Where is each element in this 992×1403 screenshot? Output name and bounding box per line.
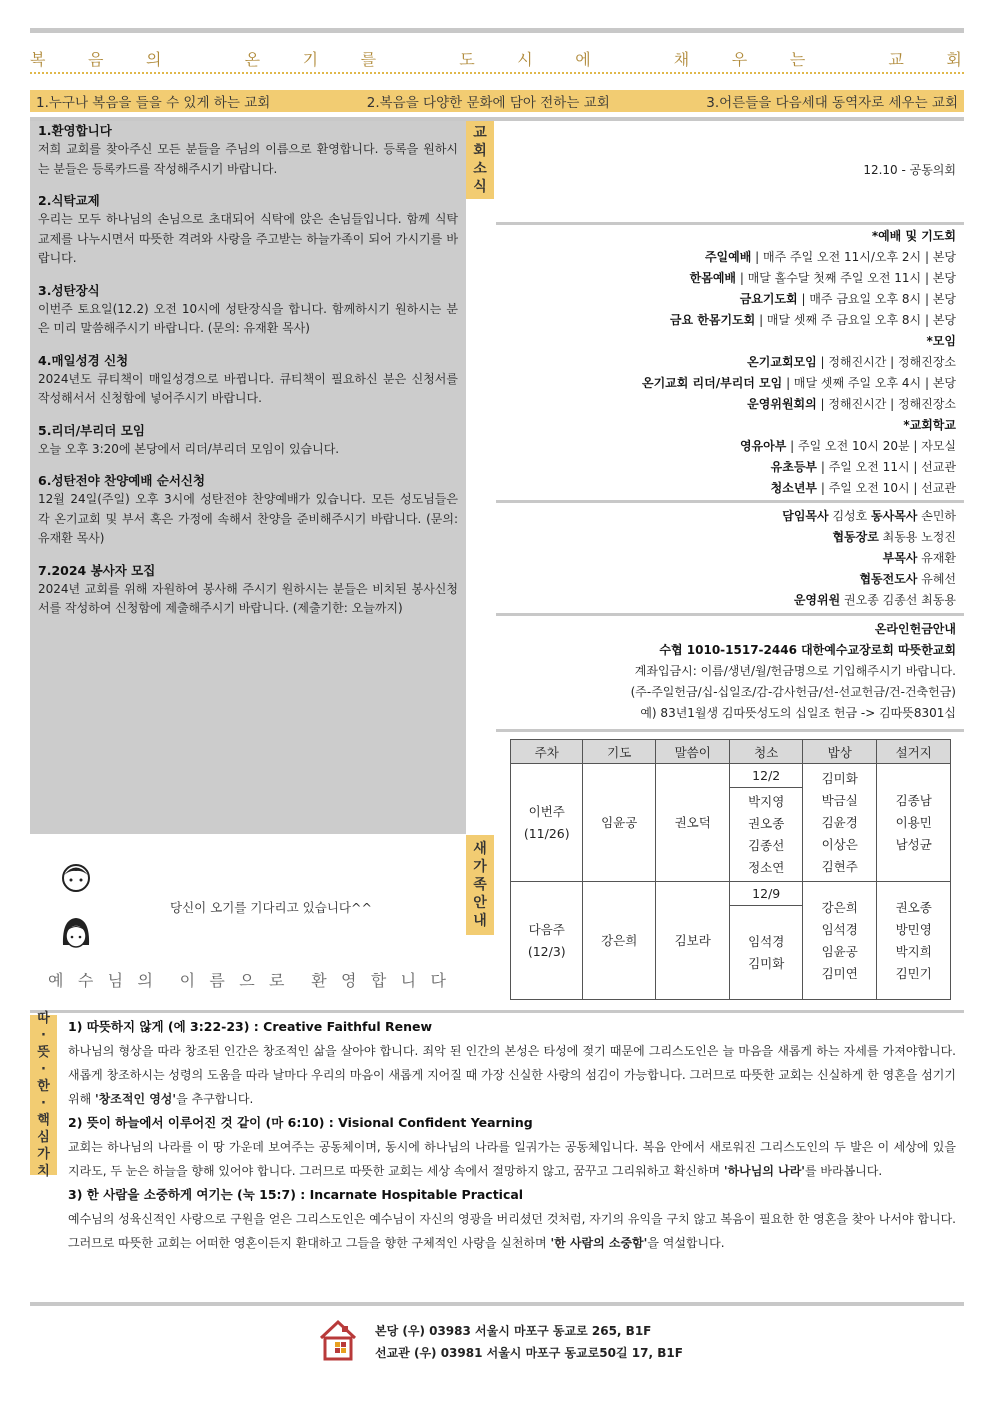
worship-detail: | 주일 오전 10시 20분 | 자모실 [786, 439, 956, 453]
news-title: 4.매일성경 신청 [38, 352, 129, 368]
worship-name: 금요 한몸기도회 [669, 313, 756, 327]
worship-row [496, 478, 956, 499]
week-label: 다음주 [528, 921, 565, 937]
tab-char: 치 [37, 1164, 50, 1179]
welcome-char: 니 [400, 971, 419, 990]
worship-row [496, 436, 956, 457]
tab-char: 가 [473, 859, 487, 875]
week-date: (11/26) [523, 825, 570, 841]
top-divider [30, 28, 964, 33]
worship-name: 한몸예배 [689, 271, 737, 285]
offering-account: 수협 1010-1517-2446 대한예수교장로회 따뜻한교회 [659, 643, 956, 657]
worship-detail: | 매달 셋째 주일 오후 4시 | 본당 [782, 376, 956, 390]
core-values [68, 1015, 956, 1255]
tab-char: 한 [37, 1079, 50, 1094]
news-body: 저희 교회를 찾아주신 모든 분들을 주님의 이름으로 환영합니다. 등록을 원하시는 분들은 등록카드를 작성해주시기 바랍니다. [38, 142, 458, 176]
word-cell: 권오덕 [655, 764, 730, 882]
tab-char: 핵 [37, 1113, 50, 1128]
tab-char: 족 [473, 877, 487, 893]
group-title: *교회학교 [903, 418, 956, 432]
news-title: 1.환영합니다 [38, 123, 112, 138]
welcome-char: 이 [179, 971, 198, 990]
core-value [68, 1015, 956, 1111]
welcome-char: 의 [137, 971, 155, 990]
core-emphasis: '한 사람의 소중함' [550, 1236, 648, 1250]
meal-name: 임윤공 [821, 943, 858, 959]
church-news-tab [466, 121, 494, 199]
worship-detail: | 정해진시간 | 정해진장소 [816, 355, 956, 369]
duty-header: 청소 [730, 740, 802, 764]
meal-name: 임석경 [821, 921, 858, 937]
dish-name: 김종남 [895, 792, 932, 808]
dish-cell [877, 882, 951, 1000]
core-text: 을 역설합니다. [647, 1236, 725, 1250]
worship-name: 청소년부 [770, 481, 818, 495]
core-emphasis: '하나님의 나라' [723, 1164, 805, 1178]
worship-row [496, 310, 956, 331]
staff-names: 손민하 [917, 509, 956, 523]
clean-cell [730, 906, 802, 1000]
news-title: 7.2024 봉사자 모집 [38, 562, 156, 578]
core-values-tab [30, 1011, 57, 1179]
church-motto [30, 44, 964, 74]
tab-char: 가 [37, 1147, 50, 1162]
clean-name: 정소연 [748, 859, 785, 875]
worship-name: 주일예배 [704, 250, 752, 264]
worship-row [496, 289, 956, 310]
clean-date-cell: 12/9 [730, 882, 802, 906]
tab-char: 안 [473, 895, 487, 911]
tab-char: 내 [473, 913, 487, 929]
core-title: 1) 따뜻하지 않게 (에 3:22-23) : Creative Faithful Renew [68, 1019, 433, 1034]
core-emphasis: '창조적인 영성' [95, 1092, 177, 1106]
news-title: 5.리더/부리더 모임 [38, 422, 145, 438]
offering-title: 온라인헌금안내 [874, 622, 956, 636]
core-value [68, 1183, 956, 1255]
worship-name: 금요기도회 [739, 292, 798, 306]
staff-role: 협동전도사 [859, 572, 918, 586]
clean-name: 임석경 [748, 933, 785, 949]
tab-char: 뜻 [37, 1045, 50, 1060]
worship-group-header [496, 331, 956, 352]
worship-name: 유초등부 [770, 460, 818, 474]
news-item [38, 191, 458, 269]
worship-name: 온기교회모임 [747, 355, 817, 369]
duty-header: 기도 [583, 740, 655, 764]
church-logo-icon [318, 1318, 358, 1366]
worship-detail: | 정해진시간 | 정해진장소 [816, 397, 956, 411]
core-text: 하나님의 형상을 따라 창조된 인간은 창조적인 삶을 살아야 합니다. 죄악 된 인간의 본성은 타성에 젖기 때문에 그리스도인은 늘 마음을 새롭게 하는 자세를 가져야합니다. 새롭게 창조하시는 성령의 도움을 따라 날마다 우리의 마음이 새롭게 지어질 때 가장 신실한 사랑의 섬김이 가능합니다. 그러므로 따뜻한 교회는 신실하게 한 영혼을 섬기기 위해 [68, 1044, 956, 1106]
vision-bar [30, 90, 964, 112]
core-body [68, 1207, 956, 1255]
staff-names: 최동용 노정진 [878, 530, 956, 544]
worship-detail: | 주일 오전 11시 | 선교관 [817, 460, 956, 474]
dish-name: 권오종 [895, 899, 932, 915]
motto-char: 시 [517, 49, 535, 69]
church-news-panel [30, 121, 466, 834]
clean-cell [730, 788, 802, 882]
vision-item: 3.어른들을 다음세대 동역자로 세우는 교회 [706, 95, 958, 111]
news-body: 2024년도 큐티책이 매일성경으로 바뀝니다. 큐티책이 필요하신 분은 신청서를 작성해서서 신청함에 넣어주시기 바랍니다. [38, 371, 458, 405]
welcome-char: 합 [370, 971, 389, 990]
worship-name: 영유아부 [739, 439, 787, 453]
week-cell [511, 882, 583, 1000]
core-body [68, 1039, 956, 1111]
worship-row [496, 394, 956, 415]
staff-names: 유혜선 [917, 572, 956, 586]
right-divider-4 [496, 729, 964, 732]
core-text: 예수님의 성육신적인 사랑으로 구원을 얻은 그리스도인은 예수님이 자신의 영광을 버리셨던 것처럼, 자기의 유익을 구치 않고 복음이 필요한 한 영혼을 찾아 나서야 합니다. 그러므로 따뜻한 교회는 어떠한 영혼이든지 환대하고 그들을 향한 구체적인 사랑을 실천하며 [68, 1212, 956, 1250]
news-body: 이번주 토요일(12.2) 오전 10시에 성탄장식을 합니다. 함께하시기 원하시는 분은 미리 말씀해주시기 바랍니다. (문의: 유재환 목사) [38, 301, 458, 335]
meal-name: 박금실 [821, 792, 858, 808]
motto-char: 채 [673, 49, 692, 69]
core-title: 3) 한 사람을 소중하게 여기는 (눅 15:7) : Incarnate Hospitable Practical [68, 1187, 524, 1202]
group-title: *모임 [926, 334, 956, 348]
prayer-cell: 강은희 [583, 882, 655, 1000]
news-item [38, 421, 458, 460]
core-value [68, 1111, 956, 1183]
worship-row [496, 247, 956, 268]
tab-char: 회 [473, 143, 487, 159]
week-cell [511, 764, 583, 882]
tab-char: 심 [37, 1130, 50, 1145]
dish-cell [877, 764, 951, 882]
tab-char: 소 [473, 161, 487, 177]
offering-line-1: 계좌입금시: 이름/생년/월/헌금명으로 기입해주시기 바랍니다. [634, 664, 956, 678]
staff-role: 부목사 [882, 551, 918, 565]
worship-row [496, 268, 956, 289]
worship-row [496, 352, 956, 373]
motto-char: 회 [946, 49, 964, 69]
news-item [38, 121, 458, 179]
staff-role: 동사목사 [871, 509, 918, 523]
duty-header: 주차 [511, 740, 583, 764]
duty-header: 말씀이 [655, 740, 730, 764]
news-title: 6.성탄전야 찬양예배 순서신청 [38, 473, 206, 488]
annex-address: 선교관 (우) 03981 서울시 마포구 동교로50길 17, B1F [375, 1346, 683, 1360]
staff-names: 유재환 [917, 551, 956, 565]
motto-char: 교 [888, 49, 906, 69]
motto-char: 우 [731, 49, 750, 69]
welcome-char: 름 [209, 971, 227, 990]
motto-char: 복 [30, 49, 48, 69]
dish-name: 김민기 [895, 965, 932, 981]
worship-row [496, 457, 956, 478]
welcome-char: 환 [311, 971, 329, 990]
clean-name: 박지영 [748, 793, 785, 809]
right-divider-2 [496, 500, 964, 503]
offering-line-2: (주-주일헌금/십-십일조/감-감사헌금/선-선교헌금/건-건축헌금) [630, 685, 956, 699]
news-body: 2024년 교회를 위해 자원하여 봉사해 주시기 원하시는 분들은 비치된 봉사신청서를 작성하여 신청함에 제출해주시기 바랍니다. (제출기한: 오늘까지) [38, 581, 458, 615]
welcome-char: 으 [239, 971, 257, 990]
staff-names: 권오종 김종선 최동용 [840, 593, 956, 607]
meal-name: 이상은 [821, 836, 858, 852]
core-divider [30, 1010, 964, 1013]
week-label: 이번주 [528, 803, 565, 819]
meal-name: 김현주 [821, 858, 858, 874]
right-divider-3 [496, 613, 964, 616]
word-cell: 김보라 [655, 882, 730, 1000]
staff-row [496, 569, 956, 590]
staff-row [496, 506, 956, 527]
staff-role: 협동장로 [832, 530, 879, 544]
schedule-note: 12.10 - 공동의회 [863, 163, 956, 177]
welcome-char: 영 [341, 971, 359, 990]
staff-names: 김성호 [828, 509, 872, 523]
worship-group-header [496, 226, 956, 247]
news-body: 12월 24일(주일) 오후 3시에 성탄전야 찬양예배가 있습니다. 모든 성도님들은 각 온기교회 및 부서 혹은 가정에 속해서 찬양을 준비해주시기 바랍니다. (문의: 유재환 목사) [38, 492, 458, 545]
welcome-char: 님 [107, 971, 126, 990]
staff-row [496, 590, 956, 611]
welcome-char: 다 [430, 971, 448, 990]
clean-name: 김미화 [748, 955, 785, 971]
worship-detail: | 매주 주일 오전 11시/오후 2시 | 본당 [751, 250, 956, 264]
motto-char: 를 [360, 49, 379, 69]
duty-row [511, 764, 951, 788]
welcome-char: 수 [77, 971, 96, 990]
welcome-char: 로 [269, 971, 287, 990]
worship-schedule [496, 226, 964, 499]
core-text: 를 바라봅니다. [804, 1164, 883, 1178]
clean-name: 권오종 [748, 815, 785, 831]
welcome-phrase [48, 968, 448, 991]
worship-row [496, 373, 956, 394]
worship-detail: | 매달 셋째 주 금요일 오후 8시 | 본당 [755, 313, 956, 327]
tab-char: 교 [473, 125, 487, 141]
news-body: 우리는 모두 하나님의 손님으로 초대되어 식탁에 앉은 손님들입니다. 함께 식탁교제를 나누시면서 따뜻한 격려와 사랑을 주고받는 하늘가족이 되어 가시기를 바랍니다. [38, 212, 458, 265]
tab-char: · [41, 1062, 46, 1077]
dish-name: 방민영 [895, 921, 932, 937]
tab-char: 새 [473, 841, 487, 857]
worship-detail: | 매주 금요일 오후 8시 | 본당 [797, 292, 956, 306]
dish-name: 박지희 [895, 943, 932, 959]
meal-name: 김미연 [821, 965, 858, 981]
motto-char: 의 [146, 49, 164, 69]
motto-char: 에 [575, 49, 593, 69]
new-family-tab [466, 835, 494, 935]
staff-list [496, 506, 964, 611]
motto-char: 온 [244, 49, 263, 69]
staff-role: 담임목사 [782, 509, 829, 523]
news-item [38, 561, 458, 619]
motto-char: 기 [302, 49, 321, 69]
welcome-char: 예 [48, 971, 66, 990]
news-item [38, 281, 458, 339]
core-text: 교회는 하나님의 나라를 이 땅 가운데 보여주는 공동체이며, 동시에 하나님의 나라를 일궈가는 공동체입니다. 복음 안에서 새로워진 그리스도인의 두 발은 이 세상에 있을 지라도, 두 눈은 하늘을 향해 있어야 합니다. 그러므로 따뜻한 교회는 세상 속에서 절망하지 않고, 꿈꾸고 그리워하고 확신하며 [68, 1140, 956, 1178]
news-item [38, 351, 458, 409]
worship-name: 운영위원회의 [747, 397, 817, 411]
motto-char: 도 [459, 49, 477, 69]
week-date: (12/3) [527, 943, 566, 959]
online-offering-info [496, 619, 964, 724]
news-title: 3.성탄장식 [38, 282, 100, 298]
staff-role: 운영위원 [793, 593, 841, 607]
meal-name: 김미화 [821, 770, 858, 786]
dish-name: 남성균 [895, 836, 932, 852]
worship-detail: | 주일 오전 10시 | 선교관 [817, 481, 956, 495]
tab-char: · [41, 1028, 46, 1043]
core-body [68, 1135, 956, 1183]
motto-char: 는 [789, 49, 808, 69]
group-title: *예배 및 기도회 [871, 229, 956, 243]
staff-row [496, 527, 956, 548]
dish-name: 이용민 [895, 814, 932, 830]
tab-char: 따 [37, 1011, 50, 1026]
tab-char: · [41, 1096, 46, 1111]
duty-table [510, 739, 951, 1000]
news-title: 2.식탁교제 [38, 193, 100, 208]
offering-line-3: 예) 83년1월생 김따뜻성도의 십일조 헌금 -> 김따뜻8301십 [640, 706, 956, 720]
motto-char: 음 [88, 49, 106, 69]
news-body: 오늘 오후 3:20에 본당에서 리더/부리더 모임이 있습니다. [38, 441, 340, 456]
prayer-cell: 임윤공 [583, 764, 655, 882]
tab-char: 식 [473, 179, 487, 195]
vision-item: 2.복음을 다양한 문화에 담아 전하는 교회 [366, 95, 610, 111]
staff-row [496, 548, 956, 569]
worship-group-header [496, 415, 956, 436]
man-avatar-icon [60, 860, 92, 900]
meal-cell [802, 882, 877, 1000]
worship-detail: | 매달 홀수달 첫째 주일 오전 11시 | 본당 [736, 271, 956, 285]
duty-row [511, 882, 951, 906]
clean-name: 김종선 [748, 837, 785, 853]
duty-header: 밥상 [802, 740, 877, 764]
right-divider-1 [496, 222, 964, 225]
woman-avatar-icon [60, 915, 92, 957]
meal-name: 강은희 [821, 899, 858, 915]
clean-date-cell: 12/2 [730, 764, 802, 788]
news-item [38, 471, 458, 549]
main-address: 본당 (우) 03983 서울시 마포구 동교로 265, B1F [375, 1324, 652, 1338]
worship-name: 온기교회 리더/부리더 모임 [641, 376, 783, 390]
vision-item: 1.누구나 복음을 들을 수 있게 하는 교회 [36, 95, 271, 111]
meal-name: 김윤경 [821, 814, 858, 830]
core-title: 2) 뜻이 하늘에서 이루어진 것 같이 (마 6:10) : Visional Confident Yearning [68, 1115, 533, 1130]
bottom-divider [30, 1302, 964, 1306]
duty-header: 설거지 [877, 740, 951, 764]
meal-cell [802, 764, 877, 882]
core-text: 을 추구합니다. [176, 1092, 254, 1106]
welcome-message: 당신이 오기를 기다리고 있습니다^^ [170, 900, 372, 915]
